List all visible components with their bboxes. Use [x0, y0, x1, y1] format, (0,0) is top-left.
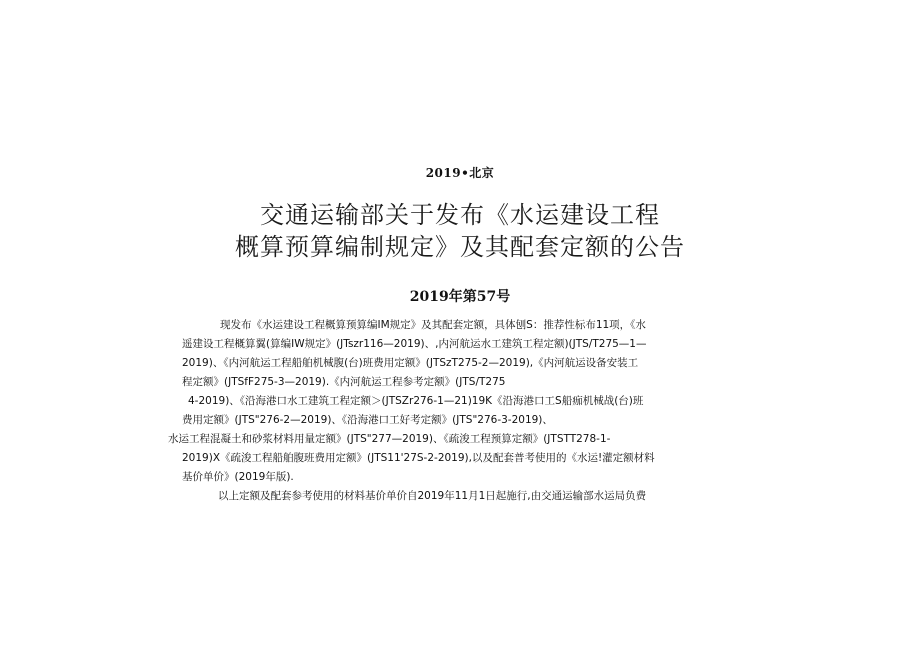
body-line: 4-2019)、《沿海港口水工建筑工程定额＞(JTSZr276-1—21)19K《沿海港口工S船痂机械战(台)班 [188, 395, 644, 407]
body-paragraph-2 [182, 487, 762, 506]
announcement-title-line-1: 交通运输部关于发布《水运建设工程 [260, 201, 660, 229]
body-line: 2019)X《疏浚工程船舶腹班费用定额》(JTS11'27S-2-2019),以及配套普考使用的《水运!灌定额材料 [182, 452, 655, 464]
body-line: 以上定额及配套参考使用的材料基价单价自2019年11月1日起施行,由交通运输部水运局负费 [218, 490, 647, 502]
document-number: 2019年第57号 [409, 289, 511, 305]
place-date-line: 2019•北京 [425, 166, 495, 180]
announcement-title-line-2: 概算预算编制规定》及其配套定额的公告 [235, 233, 685, 261]
body-line: 费用定额》(JTS"276-2—2019)、《沿海港口工好考定额》(JTS"276-3-2019)、 [182, 414, 553, 426]
body-line: 程定额》(JTSfF275-3—2019).《内河航运工程参考定额》(JTS/T275 [182, 376, 506, 388]
body-line: 基价单价》(2019年版). [182, 471, 294, 483]
body-line: 2019)、《内河航运工程船舶机械腹(台)班费用定额》(JTSzT275-2—2019),《内河航运设备安装工 [182, 357, 639, 369]
body-line: 现发布《水运建设工程概算预算编IM规定》及其配套定额，具体刨S：推荐性标布11项，《水 [220, 319, 646, 331]
body-line: 水运工程混凝土和砂浆材料用量定额》(JTS"277—2019)、《疏浚工程预算定额》(JTSTT278-1- [168, 433, 611, 445]
body-line: 遥建设工程概算翼(算编IW规定》(JTszr116—2019)、,内河航运水工建筑工程定额)(JTS/T275—1— [182, 338, 647, 350]
body-paragraph-1 [168, 316, 762, 487]
